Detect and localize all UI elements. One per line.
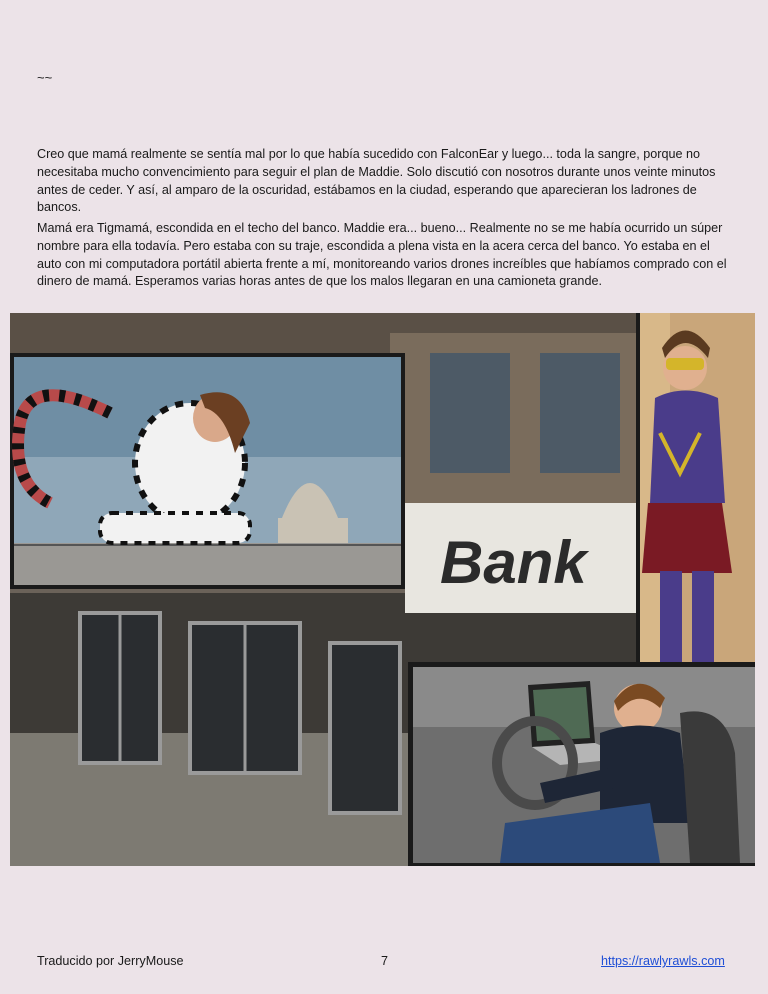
bank-sign-text: Bank xyxy=(440,529,587,596)
website-link[interactable]: https://rawlyrawls.com xyxy=(601,954,725,968)
panel-tigmama-rooftop xyxy=(10,353,405,589)
panel-maddie xyxy=(636,313,755,666)
section-separator: ~~ xyxy=(37,70,53,85)
translator-credit: Traducido por JerryMouse xyxy=(37,954,184,968)
panel-car-laptop xyxy=(408,662,755,866)
comic-page-art xyxy=(10,313,755,866)
page-number: 7 xyxy=(381,954,389,968)
story-paragraph-2: Mamá era Tigmamá, escondida en el techo del banco. Maddie era... bueno... Realmente no se me había ocurrido un súper nombre para ella todavía. Pero estaba con su traje, escondida a plena vista en la acera cerca del banco. Yo estaba en el auto con mi computadora portátil abierta frente a mí, monitoreando varios drones increíbles que habíamos comprado con el dinero de mamá. Esperamos varias horas antes de que los malos llegaran en una camioneta grande. xyxy=(37,221,727,289)
story-paragraph-1: Creo que mamá realmente se sentía mal por lo que había sucedido con FalconEar y luego... toda la sangre, porque no necesitaba mucho convencimiento para seguir el plan de Maddie. Solo discutió con nosotros durante unos veinte minutos antes de ceder. Y así, al amparo de la oscuridad, estábamos en la ciudad, esperando que aparecieran los ladrones de bancos. xyxy=(37,147,716,215)
